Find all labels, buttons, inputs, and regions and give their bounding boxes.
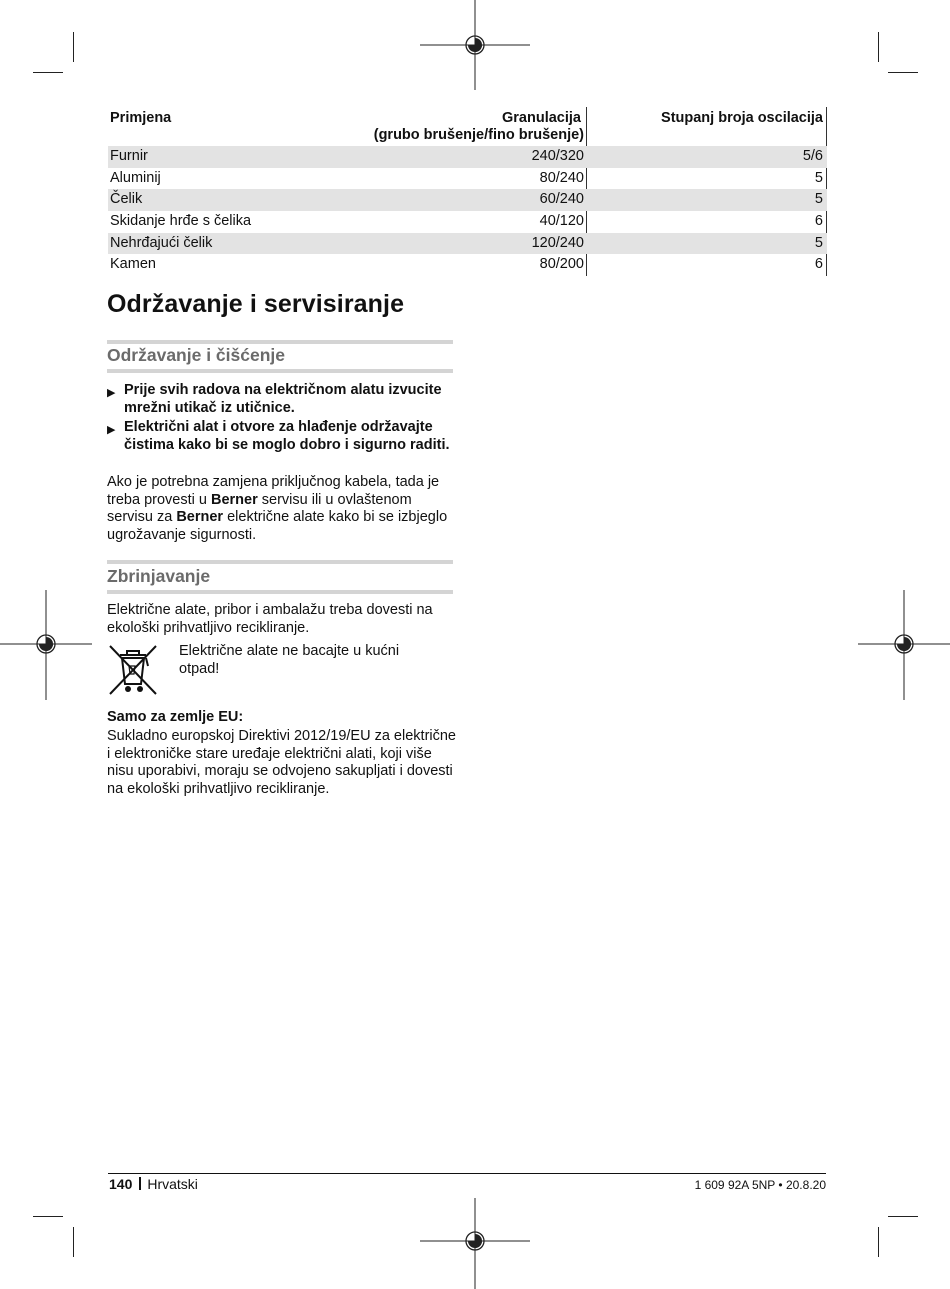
registration-mark-icon: [858, 590, 950, 700]
registration-mark-icon: [420, 1198, 530, 1289]
cell-application: Skidanje hrđe s čelika: [110, 213, 252, 230]
table-row: [108, 233, 827, 255]
disposal-intro: Električne alate, pribor i ambalažu treba dovesti na ekološki prihvatljivo recikliranje.: [107, 602, 433, 636]
header-grit: Granulacija: [502, 110, 581, 126]
cell-grit: 120/240: [531, 234, 584, 251]
page-title: Održavanje i servisiranje: [107, 290, 405, 318]
cell-application: Aluminij: [110, 169, 161, 186]
header-grit-sub: (grubo brušenje/fino brušenje): [373, 127, 584, 143]
section-rule: [107, 560, 453, 564]
cell-oscillation: 5: [814, 169, 823, 186]
footer-language: Hrvatski: [147, 1176, 198, 1192]
footer-separator: [139, 1177, 141, 1190]
crop-mark: [33, 1216, 63, 1217]
bullet-text: Električni alat i otvore za hlađenje održavajte čistima kako bi se moglo dobro i sigurno raditi.: [124, 419, 450, 453]
paragraph-text: servisu ili u ovlaštenom servisu za: [107, 491, 412, 526]
section-rule: [107, 369, 453, 373]
header-application: Primjena: [110, 110, 172, 126]
registration-mark-icon: [420, 0, 530, 90]
triangle-bullet-icon: ▶: [107, 424, 116, 436]
cell-oscillation: 5: [814, 234, 823, 251]
cell-application: Nehrđajući čelik: [110, 234, 213, 251]
eu-only-title: Samo za zemlje EU:: [107, 709, 244, 725]
brand-name: Berner: [176, 509, 224, 526]
bullet-text: Prije svih radova na električnom alatu izvucite mrežni utikač iz utičnice.: [124, 382, 442, 416]
table-row: [108, 146, 827, 168]
footer-rule: [108, 1173, 826, 1174]
bullet-item: [107, 382, 457, 417]
crop-mark: [888, 1216, 918, 1217]
table-row: [108, 168, 827, 190]
cell-grit: 60/240: [539, 191, 584, 208]
crop-mark: [33, 72, 63, 73]
crop-mark: [888, 72, 918, 73]
crop-mark: [73, 1227, 74, 1257]
crop-mark: [73, 32, 74, 62]
cell-grit: 80/240: [539, 169, 584, 186]
crossed-out-wheelie-bin-icon: [108, 644, 158, 696]
crop-mark: [878, 1227, 879, 1257]
crop-mark: [878, 32, 879, 62]
cell-oscillation: 6: [814, 256, 823, 273]
header-oscillation: Stupanj broja oscilacija: [661, 110, 823, 126]
cell-application: Furnir: [110, 148, 148, 164]
section-rule: [107, 340, 453, 344]
triangle-bullet-icon: ▶: [107, 387, 116, 399]
cell-oscillation: 5/6: [802, 148, 823, 164]
page-number: 140: [109, 1176, 133, 1192]
paragraph-text: Ako je potrebna zamjena priključnog kabela, tada je treba provesti u: [107, 474, 440, 508]
grit-table: [108, 107, 827, 276]
cell-application: Čelik: [110, 191, 143, 208]
table-header: [108, 107, 827, 146]
cell-application: Kamen: [110, 256, 156, 273]
paragraph-text: električne alate kako bi se izbjeglo ugrožavanje sigurnosti.: [107, 509, 448, 543]
cable-replacement-paragraph: [107, 474, 457, 544]
cell-oscillation: 5: [814, 191, 823, 208]
section-title-maintenance: Održavanje i čišćenje: [107, 345, 286, 365]
table-row: [108, 211, 827, 233]
cell-oscillation: 6: [814, 213, 823, 230]
footer-doc-code: 1 609 92A 5NP • 20.8.20: [694, 1178, 826, 1192]
cell-grit: 240/320: [531, 148, 584, 164]
brand-name: Berner: [210, 491, 258, 508]
cell-grit: 40/120: [539, 213, 584, 230]
table-row: [108, 189, 827, 211]
footer-page-info: [109, 1176, 198, 1192]
registration-mark-icon: [0, 590, 92, 700]
bin-warning-text: Električne alate ne bacajte u kućni otpad!: [179, 643, 400, 677]
section-rule: [107, 590, 453, 594]
eu-directive-text: Sukladno europskoj Direktivi 2012/19/EU za električne i elektroničke stare uređaje električni alati, koji više nisu uporabivi, moraju se odvojeno sakupljati i dovesti na ekološki prihvatljivo recikliranje.: [107, 728, 456, 797]
section-title-disposal: Zbrinjavanje: [107, 566, 211, 586]
table-row: [108, 254, 827, 276]
bullet-item: [107, 419, 457, 454]
cell-grit: 80/200: [539, 256, 584, 273]
